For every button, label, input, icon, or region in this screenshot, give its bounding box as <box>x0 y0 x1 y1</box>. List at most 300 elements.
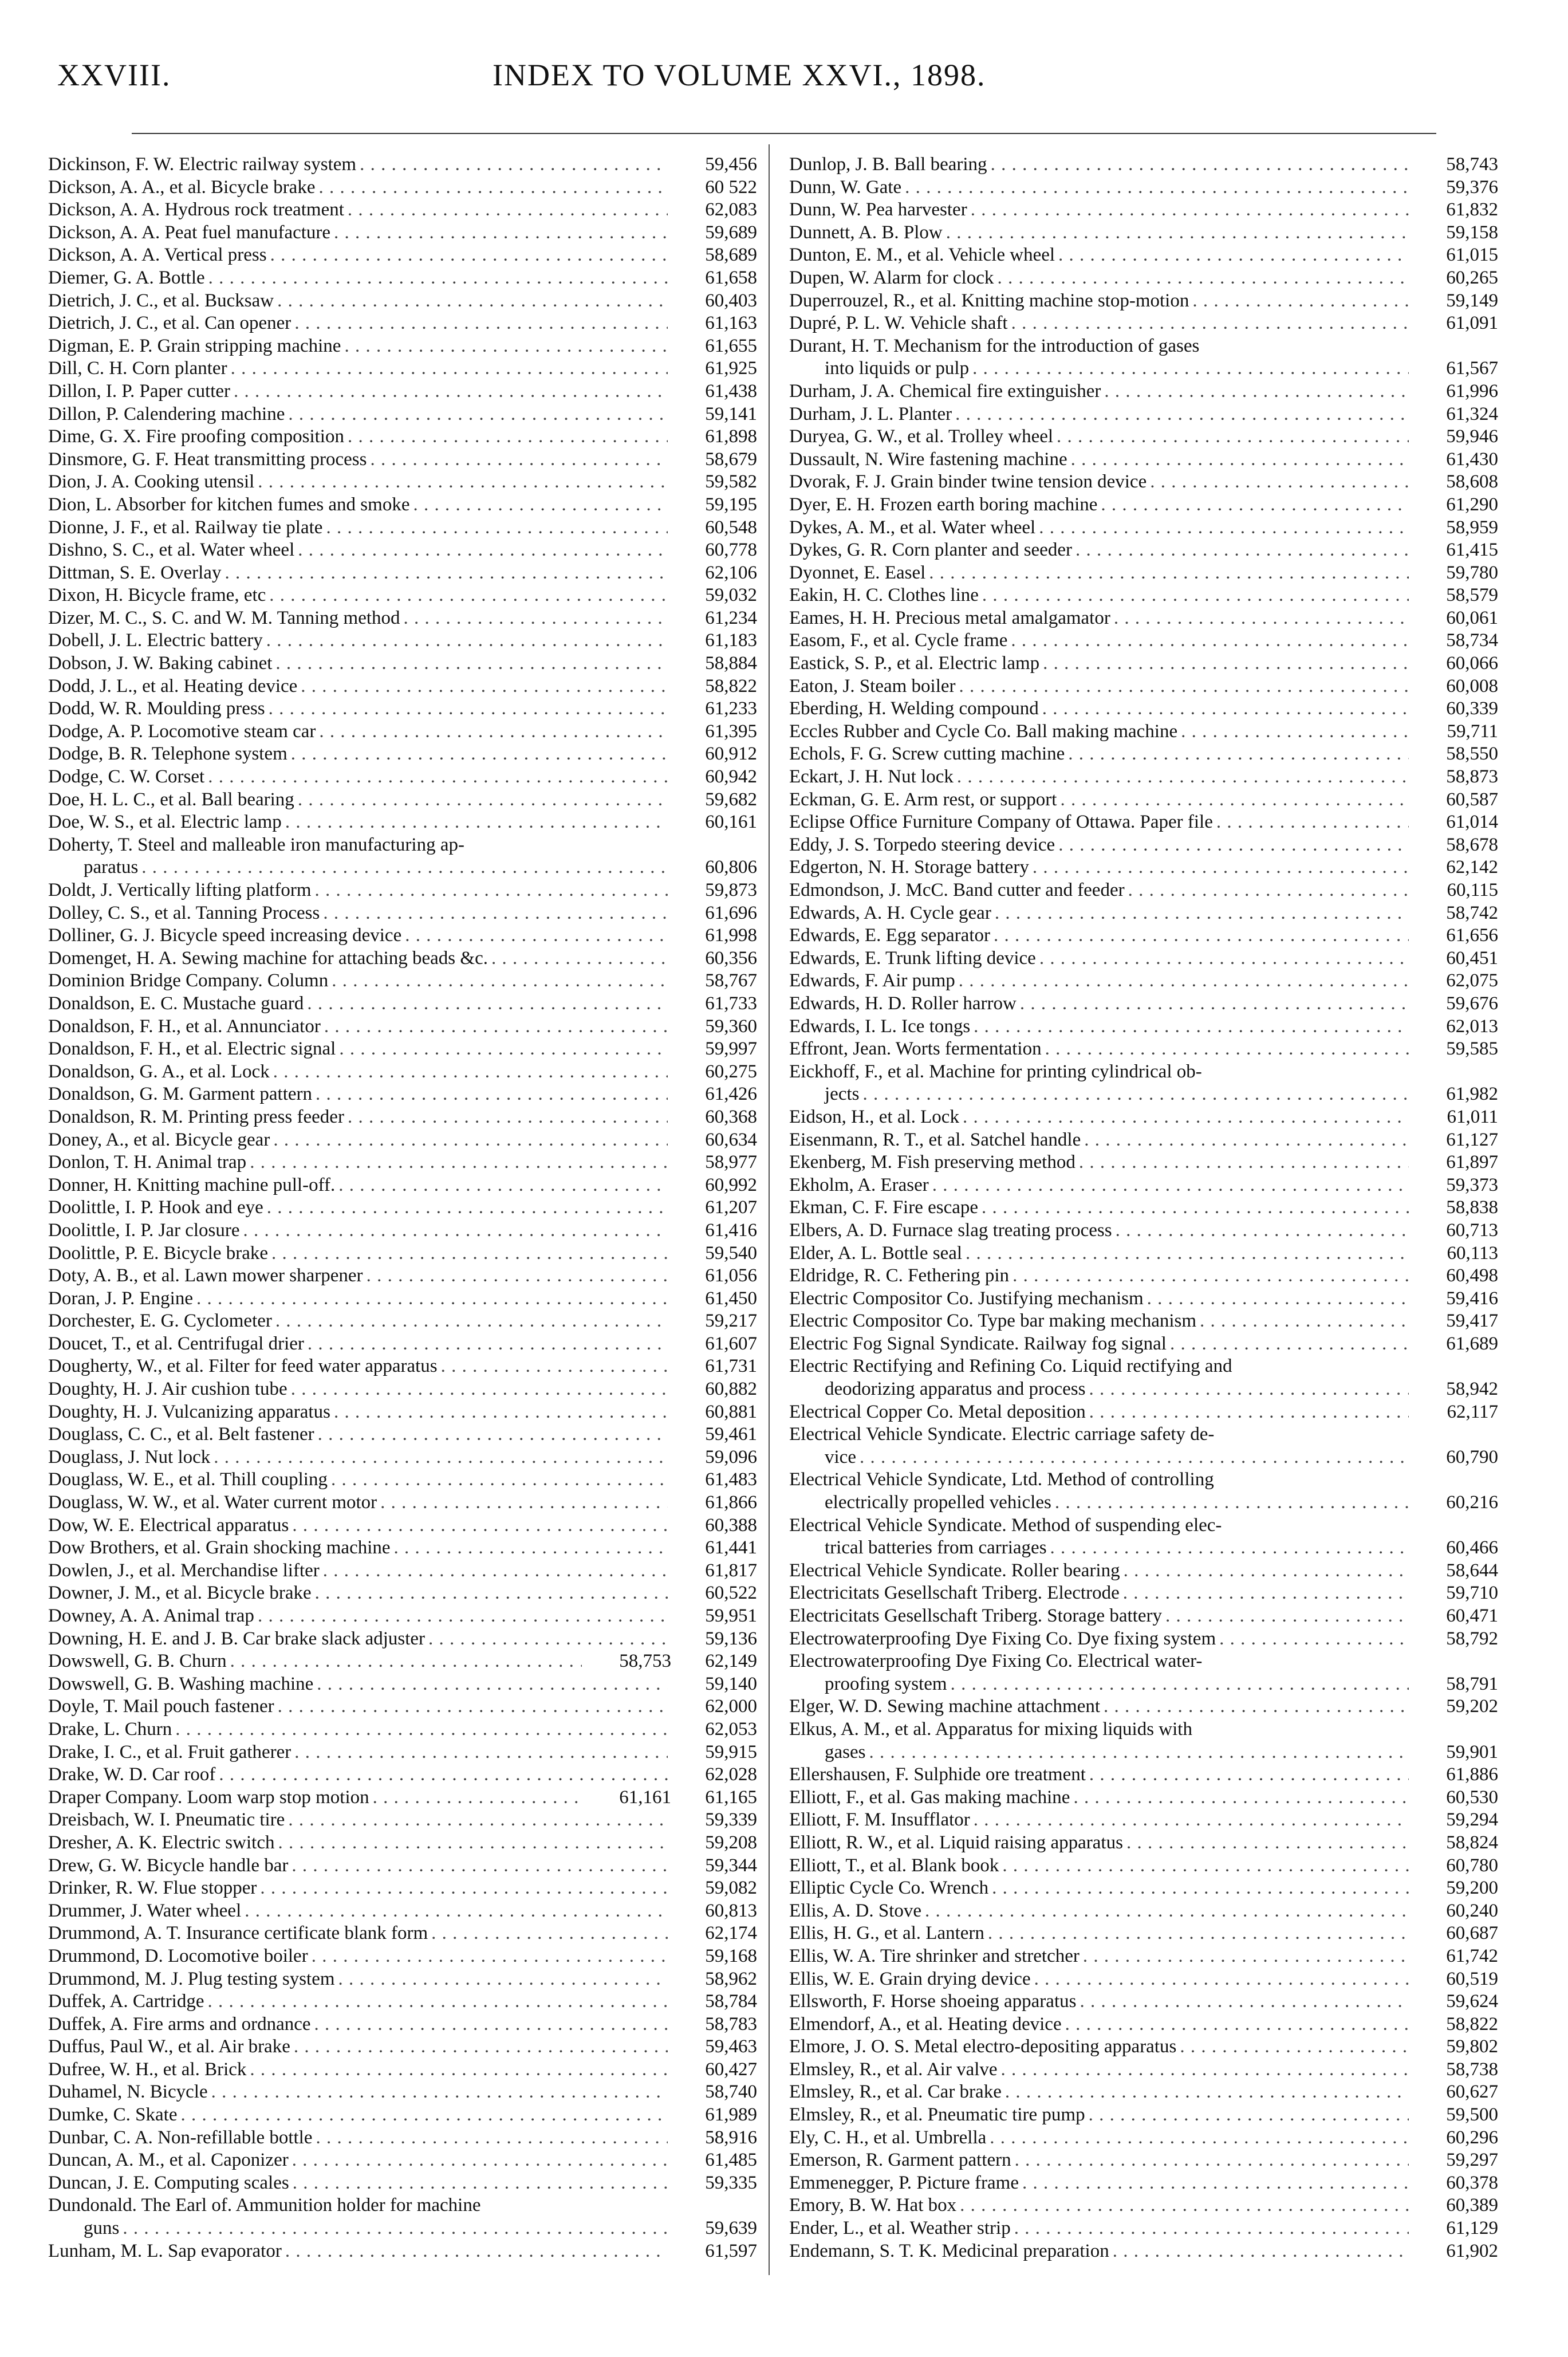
index-entry <box>48 1197 757 1219</box>
entry-subject: Can opener <box>204 313 291 334</box>
patent-number: 61,183 <box>705 630 757 651</box>
dot-leader <box>1084 1129 1409 1152</box>
entry-name: Elliptic Cycle Co. <box>789 1878 925 1899</box>
patent-number: 58,689 <box>705 245 757 266</box>
dot-leader <box>266 629 668 652</box>
index-entry <box>48 357 757 380</box>
entry-subject: Vulcanizing apparatus <box>161 1401 330 1422</box>
dot-leader <box>314 2013 668 2036</box>
patent-number: 59,082 <box>705 1878 757 1899</box>
entry-name: Dorchester, E. G. <box>48 1311 179 1332</box>
entry-subject: Metal electro-depositing apparatus <box>914 2036 1177 2057</box>
index-entry <box>48 562 757 585</box>
index-entry <box>48 1423 757 1446</box>
index-entry <box>48 947 757 970</box>
index-entry <box>48 1877 757 1900</box>
entry-name: Eisenmann, R. T., et al. <box>789 1129 966 1150</box>
dot-leader <box>982 1197 1409 1219</box>
index-entry <box>789 199 1498 222</box>
dot-leader <box>925 1900 1409 1923</box>
dot-leader <box>324 1016 668 1038</box>
entry-subject: Medicinal preparation <box>941 2240 1109 2261</box>
entry-subject: Nut lock <box>888 766 954 788</box>
patent-number: 60,471 <box>1446 1606 1498 1626</box>
entry-subject: Bicycle brake <box>207 1583 312 1604</box>
entry-subject: Electric switch <box>161 1832 275 1853</box>
entry-subject: Railway tie plate <box>194 517 323 538</box>
patent-number: 59,997 <box>705 1038 757 1060</box>
index-entry <box>789 267 1498 290</box>
index-entry <box>789 1514 1498 1537</box>
entry-subject: Furnace slag treating process <box>892 1219 1112 1241</box>
entry-name: Ender, L., et al. <box>789 2218 906 2239</box>
dot-leader <box>491 947 668 970</box>
patent-number: 61,696 <box>705 902 757 923</box>
dot-leader <box>308 1333 668 1356</box>
patent-number: 60,008 <box>1446 675 1498 697</box>
index-entry <box>789 1582 1498 1605</box>
dot-leader <box>1075 539 1409 562</box>
entry-name: Easom, F., et al. <box>789 630 910 651</box>
entry-subject: Fire arms and ordnance <box>132 2013 311 2035</box>
entry-subject: Welding compound <box>891 698 1039 719</box>
page-header <box>57 57 1511 103</box>
entry-subject: Egg separator <box>885 925 990 946</box>
index-entry <box>48 2059 757 2081</box>
patent-number: 59,710 <box>1446 1583 1498 1604</box>
entry-continuation-text: gases <box>825 1741 866 1762</box>
dot-leader <box>959 970 1409 993</box>
index-entry <box>48 1718 757 1741</box>
dot-leader <box>326 517 668 540</box>
index-entry <box>789 1016 1498 1038</box>
entry-name: Donlon, T. H. <box>48 1152 152 1173</box>
dot-leader <box>946 222 1409 245</box>
entry-subject: Tanning method <box>277 607 400 628</box>
entry-subject: Insurance certificate blank form <box>186 1923 428 1944</box>
dot-leader <box>334 222 668 245</box>
entry-subject: Electrical apparatus <box>139 1514 289 1536</box>
index-entry <box>48 471 757 494</box>
index-entry <box>789 290 1498 313</box>
entry-name: Edwards, E. <box>789 925 881 946</box>
patent-number: 58,838 <box>1446 1197 1498 1218</box>
entry-name: Ellis, W. E. <box>789 1968 875 1989</box>
dot-leader <box>211 2081 668 2104</box>
patent-number: 60,881 <box>705 1401 757 1422</box>
dot-leader <box>1012 1265 1409 1288</box>
index-entry <box>48 1560 757 1583</box>
index-entry <box>48 290 757 313</box>
dot-leader <box>974 1016 1409 1038</box>
entry-name: Elmsley, R., et al. <box>789 2059 923 2080</box>
index-entry <box>789 1764 1498 1787</box>
patent-number: 59,344 <box>705 1855 757 1876</box>
entry-subject: Heat transmitting process <box>174 448 367 470</box>
dot-leader <box>1057 426 1409 448</box>
entry-subject: Weather strip <box>909 2218 1011 2239</box>
index-entry <box>48 1242 757 1265</box>
patent-number: 58,884 <box>705 653 757 674</box>
dot-leader <box>285 2240 668 2263</box>
dot-leader <box>994 924 1409 947</box>
entry-subject: Railway fog signal <box>1023 1333 1167 1354</box>
dot-leader <box>208 766 668 789</box>
index-entry <box>48 1650 757 1673</box>
dot-leader <box>1011 629 1409 652</box>
patent-number: 58,824 <box>1446 1832 1498 1853</box>
patent-number: 61,233 <box>705 698 757 719</box>
entry-continuation-text: proofing system <box>825 1673 947 1694</box>
entry-subject: Bicycle brake <box>163 1242 269 1264</box>
entry-name: Donaldson, F. H., et al. <box>48 1038 223 1060</box>
entry-name: Edwards, H. D. <box>789 993 907 1014</box>
entry-name: Dykes, G. R. <box>789 540 888 561</box>
entry-subject: Knitting machine pull-off. <box>136 1174 336 1195</box>
dot-leader <box>250 2059 668 2081</box>
entry-subject: Hat box <box>896 2195 957 2216</box>
index-entry <box>48 199 757 222</box>
patent-number: 60,339 <box>1446 698 1498 719</box>
index-entry <box>789 766 1498 789</box>
entry-subject: Cycle frame <box>915 630 1008 651</box>
patent-number: 62,053 <box>705 1718 757 1740</box>
entry-name: Electrowaterproofing Dye Fixing Co. <box>789 1651 1073 1672</box>
dot-leader <box>1058 244 1409 267</box>
entry-name: Dinsmore, G. F. <box>48 448 169 470</box>
index-entry <box>789 176 1498 199</box>
entry-name: Electricitats Gesellschaft Triberg. <box>789 1583 1043 1604</box>
index-entry <box>789 403 1498 426</box>
entry-name: Dunn, W. <box>789 176 861 198</box>
patent-number: 62,083 <box>705 199 757 221</box>
entry-subject: Precious metal amalgamator <box>895 607 1110 628</box>
entry-name: Doolittle, I. P. <box>48 1219 154 1241</box>
entry-subject: Caponizer <box>211 2150 289 2171</box>
entry-name: Eckman, G. E. <box>789 789 900 810</box>
entry-subject: Vertically lifting platform <box>117 880 312 900</box>
patent-number: 58,822 <box>705 675 757 697</box>
dot-leader <box>905 176 1409 199</box>
index-entry <box>789 2127 1498 2150</box>
entry-subject: Car brake <box>927 2081 1002 2103</box>
dot-leader <box>860 1446 1409 1469</box>
index-entry <box>48 1446 757 1469</box>
entry-name: Doyle, T. <box>48 1696 119 1717</box>
entry-name: Dickson, A. A. <box>48 245 160 266</box>
entry-name: Drake, I. C., et al. <box>48 1741 183 1762</box>
entry-name: Donaldson, G. A., et al. <box>48 1061 226 1082</box>
entry-name: Doucet, T., et al. <box>48 1333 173 1354</box>
patent-number: 59,540 <box>705 1242 757 1264</box>
entry-continuation-text: deodorizing apparatus and process <box>825 1379 1086 1400</box>
entry-name: Dvorak, F. J. <box>789 471 886 493</box>
entry-name: Elliott, R. W., et al. <box>789 1832 935 1853</box>
entry-name: Electric Compositor Co. <box>789 1311 974 1332</box>
index-entry <box>48 1310 757 1333</box>
dot-leader <box>269 584 668 607</box>
patent-number: 60,115 <box>1447 880 1498 900</box>
index-entry <box>789 539 1498 562</box>
patent-number: 61,416 <box>705 1219 757 1241</box>
patent-number: 62,149 <box>705 1651 757 1672</box>
dot-leader <box>1060 789 1409 812</box>
dot-leader <box>1079 1151 1409 1174</box>
index-entry <box>789 1423 1498 1446</box>
entry-subject: Paper file <box>1140 812 1213 833</box>
dot-leader <box>1073 1787 1409 1809</box>
dot-leader <box>1039 947 1409 970</box>
entry-name: Edwards, A. H. <box>789 902 905 923</box>
dot-leader <box>380 1492 668 1514</box>
index-entry <box>789 2104 1498 2127</box>
index-entry <box>48 222 757 245</box>
entry-name: Eclipse Office Furniture Company of Ottawa. <box>789 812 1136 833</box>
entry-name: Elger, W. D. <box>789 1696 883 1717</box>
entry-name: Dowswell, G. B. <box>48 1673 175 1694</box>
entry-name: Edwards, I. L. <box>789 1016 897 1037</box>
entry-name: Drake, W. D. <box>48 1764 148 1785</box>
entry-name: Eakin, H. C. <box>789 585 884 606</box>
entry-name: Emerson, R. <box>789 2150 884 2171</box>
entry-subject: Blank book <box>911 1855 999 1876</box>
entry-subject: Flue stopper <box>163 1878 257 1899</box>
patent-number: 60,216 <box>1446 1492 1498 1513</box>
entry-name: Dunbar, C. A. <box>48 2127 153 2148</box>
index-entry <box>789 970 1498 993</box>
entry-subject: Apparatus for mixing liquids with <box>935 1718 1192 1740</box>
dot-leader <box>1045 1038 1409 1061</box>
index-entry <box>48 970 757 993</box>
dot-leader <box>258 471 668 494</box>
entry-name: Durant, H. T. <box>789 335 889 356</box>
dot-leader <box>1071 448 1409 471</box>
index-entry <box>48 517 757 540</box>
entry-subject: Heating device <box>947 2013 1062 2035</box>
dot-leader <box>1089 1764 1409 1787</box>
index-entry <box>789 1560 1498 1583</box>
index-entry <box>48 1061 757 1084</box>
index-entry <box>789 244 1498 267</box>
index-entry <box>789 743 1498 766</box>
index-entry <box>48 1288 757 1311</box>
entry-name: Ellis, A. D. <box>789 1900 874 1921</box>
dot-leader <box>231 357 668 380</box>
patent-number: 60,530 <box>1446 1787 1498 1808</box>
index-entry <box>48 1401 757 1424</box>
patent-number: 59,339 <box>705 1809 757 1831</box>
index-entry <box>48 789 757 812</box>
entry-subject: Alarm for clock <box>873 267 994 288</box>
index-entry <box>789 811 1498 834</box>
dot-leader <box>862 1083 1409 1106</box>
patent-number: 60,378 <box>1446 2172 1498 2193</box>
entry-name: Eldridge, R. C. <box>789 1265 903 1286</box>
entry-name: Douglass, W. W., et al. <box>48 1492 220 1513</box>
dot-leader <box>1219 1628 1409 1651</box>
entry-name: Dickson, A. A., et al. <box>48 176 206 198</box>
entry-subject: Vertical press <box>164 245 267 266</box>
patent-number: 61,395 <box>705 721 757 742</box>
patent-number: 61,996 <box>1446 380 1498 402</box>
index-entry <box>48 1333 757 1356</box>
dot-leader <box>1005 2081 1409 2104</box>
patent-number: 58,873 <box>1446 766 1498 788</box>
entry-name: Dominion Bridge Company. <box>48 970 263 991</box>
entry-subject: Corset <box>155 766 205 788</box>
patent-number: 61,438 <box>705 380 757 402</box>
patent-number: 58,784 <box>705 1991 757 2012</box>
dot-leader <box>966 1242 1409 1265</box>
patent-number: 62,174 <box>705 1923 757 1944</box>
index-entry <box>789 2240 1498 2263</box>
entry-subject: Heating device <box>183 675 298 697</box>
dot-leader <box>997 267 1409 290</box>
dot-leader <box>1002 1855 1409 1878</box>
index-entry <box>48 539 757 562</box>
entry-subject: Baking cabinet <box>158 653 273 674</box>
dot-leader <box>250 1151 668 1174</box>
entry-name: Douglass, J. <box>48 1446 140 1467</box>
entry-subject: Brick <box>204 2059 247 2080</box>
entry-name: Eastick, S. P., et al. <box>789 653 934 674</box>
index-entry <box>48 1106 757 1129</box>
entry-subject: Metal deposition <box>958 1401 1086 1422</box>
patent-number: 58,959 <box>1446 517 1498 538</box>
dot-leader <box>1123 1582 1409 1605</box>
patent-number: 60,813 <box>705 1900 757 1921</box>
entry-name: Dundonald. <box>48 2195 137 2216</box>
patent-number: 61,731 <box>705 1356 757 1377</box>
index-entry <box>48 2240 757 2263</box>
entry-subject: Ice tongs <box>901 1016 971 1037</box>
index-entry <box>789 1174 1498 1197</box>
dot-leader <box>1089 1401 1409 1424</box>
dot-leader <box>1180 2036 1409 2059</box>
patent-number: 61,324 <box>1446 403 1498 424</box>
patent-number: 58,822 <box>1446 2013 1498 2035</box>
dot-leader <box>1050 1537 1409 1560</box>
patent-number: 60,403 <box>705 290 757 311</box>
dot-leader <box>123 2217 668 2240</box>
dot-leader <box>277 290 668 313</box>
patent-number: 60,882 <box>705 1379 757 1400</box>
patent-number: 60,587 <box>1446 789 1498 810</box>
entry-name: Dickson, A. A. <box>48 199 160 221</box>
entry-subject: Lantern <box>925 1923 984 1944</box>
index-entry <box>789 879 1498 902</box>
entry-subject: Vehicle shaft <box>909 313 1008 334</box>
patent-number: 58,608 <box>1446 471 1498 493</box>
entry-subject: Liquid rectifying and <box>1071 1356 1232 1377</box>
index-entry <box>48 1355 757 1378</box>
entry-name: Dyonnet, E. <box>789 562 880 583</box>
entry-subject: Skate <box>135 2104 178 2126</box>
index-entry <box>789 312 1498 335</box>
entry-name: Dobell, J. L. <box>48 630 143 651</box>
patent-number: 59,463 <box>705 2036 757 2057</box>
entry-continuation <box>789 1446 1498 1469</box>
entry-continuation <box>48 2217 757 2240</box>
dot-leader <box>275 1310 668 1333</box>
patent-number: 59,946 <box>1446 426 1498 447</box>
entry-subject: Non-refillable bottle <box>157 2127 313 2148</box>
dot-leader <box>1015 2149 1409 2172</box>
entry-name: Doldt, J. <box>48 880 113 900</box>
patent-number: 61,165 <box>705 1787 757 1808</box>
left-column <box>48 154 757 2262</box>
entry-subject: Sewing machine attachment <box>887 1696 1101 1717</box>
index-entry <box>789 947 1498 970</box>
entry-subject: Corn planter <box>132 358 227 379</box>
dot-leader <box>234 380 668 403</box>
entry-subject: Electrical water- <box>1077 1651 1203 1672</box>
dot-leader <box>971 199 1409 222</box>
dot-leader <box>181 2104 668 2127</box>
entry-name: Dowswell, G. B. <box>48 1651 175 1672</box>
dot-leader <box>271 1242 668 1265</box>
entry-name: Eidson, H., et al. <box>789 1106 916 1127</box>
index-entry <box>789 380 1498 403</box>
dot-leader <box>972 357 1409 380</box>
dot-leader <box>1058 834 1409 857</box>
entry-subject: Locomotive boiler <box>168 1945 308 1966</box>
index-entry <box>48 1809 757 1832</box>
index-entry <box>789 924 1498 947</box>
patent-number: 59,136 <box>705 1628 757 1649</box>
patent-number: 61,290 <box>1446 494 1498 515</box>
entry-subject: Computing scales <box>154 2172 289 2193</box>
patent-number: 60,713 <box>1446 1219 1498 1241</box>
index-entry <box>48 1764 757 1787</box>
index-entry <box>48 698 757 721</box>
entry-subject: Horse shoeing apparatus <box>891 1991 1077 2012</box>
entry-subject: Filter for feed water apparatus <box>208 1356 438 1377</box>
entry-name: Duffek, A. <box>48 2013 128 2035</box>
index-entry <box>789 1151 1498 1174</box>
entry-name: Donaldson, F. H., et al. <box>48 1016 223 1037</box>
index-entry <box>789 1288 1498 1311</box>
index-entry <box>48 1492 757 1514</box>
entry-name: Elmore, J. O. S. <box>789 2036 909 2057</box>
entry-subject: Calendering machine <box>124 403 285 424</box>
entry-name: Dishno, S. C., et al. <box>48 540 196 561</box>
entry-subject: Bicycle <box>149 2081 208 2103</box>
index-entry <box>48 1695 757 1718</box>
entry-name: Ellsworth, F. <box>789 1991 886 2012</box>
index-entry <box>48 1855 757 1878</box>
entry-subject: Pneumatic tire pump <box>927 2104 1085 2126</box>
index-entry <box>48 1945 757 1968</box>
dot-leader <box>316 2127 668 2150</box>
dot-leader <box>293 2172 668 2195</box>
entry-name: Doran, J. P. <box>48 1288 135 1309</box>
dot-leader <box>332 970 668 993</box>
entry-subject: Knitting machine stop-motion <box>961 290 1189 311</box>
entry-continuation-text: jects <box>825 1084 860 1105</box>
entry-name: Duncan, J. E. <box>48 2172 149 2193</box>
dot-leader <box>278 1832 668 1855</box>
dot-leader <box>243 1219 668 1242</box>
index-entry <box>48 312 757 335</box>
entry-subject: Justifying mechanism <box>978 1288 1144 1309</box>
patent-number: 58,743 <box>1446 154 1498 175</box>
entry-subject: The Earl of. Ammunition holder for machine <box>141 2195 481 2216</box>
dot-leader <box>413 494 668 517</box>
index-entry <box>48 1922 757 1945</box>
patent-number: 60,778 <box>705 540 757 561</box>
dot-leader <box>1116 1219 1409 1242</box>
